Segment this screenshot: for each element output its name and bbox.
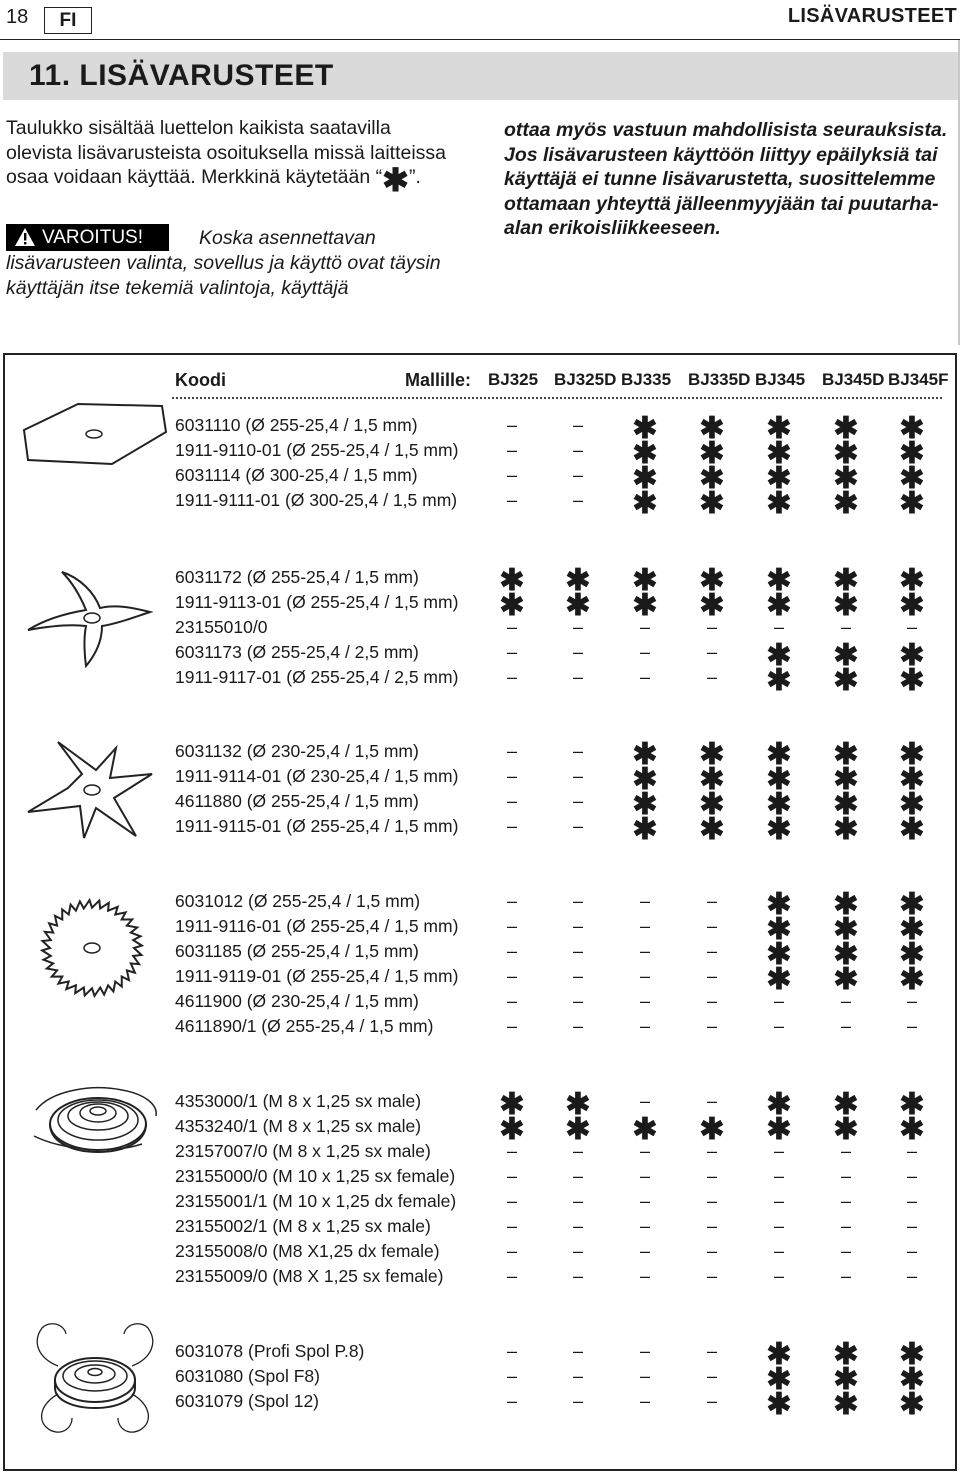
model-header-bj335: BJ335 xyxy=(621,370,672,389)
not-compatible-mark: – xyxy=(639,1341,650,1361)
compatible-mark: ✱ xyxy=(766,462,792,495)
compatible-mark: ✱ xyxy=(632,564,658,597)
warning-badge xyxy=(6,224,169,251)
compatible-mark: ✱ xyxy=(766,1388,792,1421)
warning-triangle-icon xyxy=(14,227,36,247)
part-code: 6031078 (Profi Spol P.8) xyxy=(175,1341,365,1361)
not-compatible-mark: – xyxy=(572,916,583,936)
not-compatible-mark: – xyxy=(773,1166,784,1186)
not-compatible-mark: – xyxy=(506,741,517,761)
not-compatible-mark: – xyxy=(506,791,517,811)
part-code: 23155010/0 xyxy=(175,617,268,637)
not-compatible-mark: – xyxy=(773,1216,784,1236)
compatible-mark: ✱ xyxy=(766,1338,792,1371)
not-compatible-mark: – xyxy=(706,1216,717,1236)
compatible-mark: ✱ xyxy=(899,412,925,445)
not-compatible-mark: – xyxy=(506,1366,517,1386)
not-compatible-mark: – xyxy=(906,1216,917,1236)
compatible-mark: ✱ xyxy=(899,1338,925,1371)
compatible-mark: ✱ xyxy=(833,664,859,697)
not-compatible-mark: – xyxy=(706,1191,717,1211)
not-compatible-mark: – xyxy=(706,1091,717,1111)
not-compatible-mark: – xyxy=(506,1216,517,1236)
not-compatible-mark: – xyxy=(572,1166,583,1186)
part-code: 1911-9114-01 (Ø 230-25,4 / 1,5 mm) xyxy=(175,766,459,786)
compatible-mark: ✱ xyxy=(766,788,792,821)
not-compatible-mark: – xyxy=(506,941,517,961)
not-compatible-mark: – xyxy=(706,991,717,1011)
not-compatible-mark: – xyxy=(906,1166,917,1186)
model-header-bj325: BJ325 xyxy=(488,370,539,389)
not-compatible-mark: – xyxy=(840,1191,851,1211)
compatible-mark: ✱ xyxy=(699,589,725,622)
not-compatible-mark: – xyxy=(706,941,717,961)
not-compatible-mark: – xyxy=(506,991,517,1011)
compatible-mark: ✱ xyxy=(833,412,859,445)
compatible-mark: ✱ xyxy=(899,639,925,672)
not-compatible-mark: – xyxy=(639,1216,650,1236)
not-compatible-mark: – xyxy=(572,1366,583,1386)
saw-blade-icon xyxy=(22,896,160,1000)
compatible-mark: ✱ xyxy=(899,564,925,597)
compatible-mark: ✱ xyxy=(632,813,658,846)
warning-badge-label: VAROITUS! xyxy=(42,227,143,248)
part-code: 6031114 (Ø 300-25,4 / 1,5 mm) xyxy=(175,465,418,485)
not-compatible-mark: – xyxy=(639,941,650,961)
section-title: 11. LISÄVARUSTEET xyxy=(3,52,958,100)
not-compatible-mark: – xyxy=(639,916,650,936)
part-code: 1911-9116-01 (Ø 255-25,4 / 1,5 mm) xyxy=(175,916,459,936)
compatible-mark: ✱ xyxy=(565,1113,591,1146)
part-code: 6031079 (Spol 12) xyxy=(175,1391,319,1411)
compatible-mark: ✱ xyxy=(632,462,658,495)
compatible-mark: ✱ xyxy=(899,589,925,622)
compatible-mark: ✱ xyxy=(833,788,859,821)
not-compatible-mark: – xyxy=(506,440,517,460)
not-compatible-mark: – xyxy=(906,991,917,1011)
not-compatible-mark: – xyxy=(706,1241,717,1261)
part-code: 23155000/0 (M 10 x 1,25 sx female) xyxy=(175,1166,456,1186)
part-code: 6031110 (Ø 255-25,4 / 1,5 mm) xyxy=(175,415,418,435)
compatible-mark: ✱ xyxy=(565,564,591,597)
compatible-mark: ✱ xyxy=(699,487,725,520)
compatible-mark: ✱ xyxy=(899,487,925,520)
compatible-mark: ✱ xyxy=(899,1363,925,1396)
compatible-mark: ✱ xyxy=(899,738,925,771)
compatible-mark: ✱ xyxy=(565,589,591,622)
not-compatible-mark: – xyxy=(506,1341,517,1361)
intro-text: Taulukko sisältää luettelon kaikista saatavilla olevista lisävarusteista osoituksella missä laitteissa osaa voidaan käyttää. Merkkinä käytetään “ xyxy=(6,117,447,188)
part-code: 6031185 (Ø 255-25,4 / 1,5 mm) xyxy=(175,941,419,961)
part-code: 6031172 (Ø 255-25,4 / 1,5 mm) xyxy=(175,567,419,587)
not-compatible-mark: – xyxy=(572,941,583,961)
page-header xyxy=(0,0,960,40)
not-compatible-mark: – xyxy=(572,1241,583,1261)
not-compatible-mark: – xyxy=(906,1241,917,1261)
model-header-bj345d: BJ345D xyxy=(822,370,885,389)
not-compatible-mark: – xyxy=(706,1016,717,1036)
compatible-mark: ✱ xyxy=(699,763,725,796)
intro-text-end: ”. xyxy=(408,166,421,188)
not-compatible-mark: – xyxy=(506,1266,517,1286)
not-compatible-mark: – xyxy=(706,667,717,687)
not-compatible-mark: – xyxy=(639,891,650,911)
not-compatible-mark: – xyxy=(840,1216,851,1236)
part-code: 6031173 (Ø 255-25,4 / 2,5 mm) xyxy=(175,642,419,662)
not-compatible-mark: – xyxy=(506,667,517,687)
compatible-mark: ✱ xyxy=(766,963,792,996)
compatible-mark: ✱ xyxy=(766,487,792,520)
warning-continued: ottaa myös vastuun mahdollisista seurauksista. Jos lisävarusteen käyttöön liittyy epäilyksiä tai käyttäjä ei tunne lisävarustetta, suosittelemme ottamaan yhteyttä jälleenmyyjään tai puutarha-alan erikoisliikkeeseen. xyxy=(504,119,948,239)
header-dotted-rule xyxy=(172,397,942,399)
part-code: 23155009/0 (M8 X 1,25 sx female) xyxy=(175,1266,444,1286)
compatible-mark: ✱ xyxy=(699,813,725,846)
not-compatible-mark: – xyxy=(506,415,517,435)
not-compatible-mark: – xyxy=(506,891,517,911)
not-compatible-mark: – xyxy=(639,991,650,1011)
part-code: 1911-9111-01 (Ø 300-25,4 / 1,5 mm) xyxy=(175,490,458,510)
part-code: 1911-9110-01 (Ø 255-25,4 / 1,5 mm) xyxy=(175,440,459,460)
not-compatible-mark: – xyxy=(506,916,517,936)
not-compatible-mark: – xyxy=(639,1241,650,1261)
not-compatible-mark: – xyxy=(506,1141,517,1161)
compatible-mark: ✱ xyxy=(766,1363,792,1396)
four-tooth-blade-icon xyxy=(24,738,156,846)
not-compatible-mark: – xyxy=(773,1191,784,1211)
compatible-mark: ✱ xyxy=(833,1338,859,1371)
model-header-bj345f: BJ345F xyxy=(888,370,949,389)
part-code: 6031012 (Ø 255-25,4 / 1,5 mm) xyxy=(175,891,421,911)
compatible-mark: ✱ xyxy=(833,487,859,520)
compatible-mark: ✱ xyxy=(699,788,725,821)
not-compatible-mark: – xyxy=(572,642,583,662)
compatible-mark: ✱ xyxy=(632,437,658,470)
compatible-mark: ✱ xyxy=(833,1388,859,1421)
not-compatible-mark: – xyxy=(506,1241,517,1261)
not-compatible-mark: – xyxy=(906,617,917,637)
compatible-mark: ✱ xyxy=(766,763,792,796)
not-compatible-mark: – xyxy=(840,1141,851,1161)
not-compatible-mark: – xyxy=(639,642,650,662)
compatible-mark: ✱ xyxy=(632,589,658,622)
model-header-bj325d: BJ325D xyxy=(554,370,617,389)
not-compatible-mark: – xyxy=(840,1241,851,1261)
compatible-mark: ✱ xyxy=(899,1388,925,1421)
model-header-bj345: BJ345 xyxy=(755,370,806,389)
not-compatible-mark: – xyxy=(572,415,583,435)
compatible-mark: ✱ xyxy=(766,813,792,846)
code-header: Koodi xyxy=(175,370,226,390)
compatible-mark: ✱ xyxy=(766,589,792,622)
table-row xyxy=(0,487,960,520)
compatible-mark: ✱ xyxy=(699,462,725,495)
table-row xyxy=(0,1014,960,1039)
compatible-mark: ✱ xyxy=(632,788,658,821)
not-compatible-mark: – xyxy=(706,966,717,986)
part-code: 23155001/1 (M 10 x 1,25 dx female) xyxy=(175,1191,457,1211)
not-compatible-mark: – xyxy=(706,1166,717,1186)
compatible-mark: ✱ xyxy=(899,938,925,971)
model-header-bj335d: BJ335D xyxy=(688,370,751,389)
language-label: FI xyxy=(44,7,92,34)
compatible-mark: ✱ xyxy=(699,738,725,771)
not-compatible-mark: – xyxy=(706,1141,717,1161)
compatible-mark: ✱ xyxy=(833,564,859,597)
not-compatible-mark: – xyxy=(572,1266,583,1286)
compatible-mark: ✱ xyxy=(632,1113,658,1146)
part-code: 6031132 (Ø 230-25,4 / 1,5 mm) xyxy=(175,741,419,761)
table-row xyxy=(0,1189,960,1214)
not-compatible-mark: – xyxy=(572,617,583,637)
three-tooth-blade-icon xyxy=(24,568,154,668)
not-compatible-mark: – xyxy=(906,1141,917,1161)
not-compatible-mark: – xyxy=(572,1191,583,1211)
compatible-mark: ✱ xyxy=(833,913,859,946)
not-compatible-mark: – xyxy=(706,1341,717,1361)
running-head: LISÄVARUSTEET xyxy=(787,5,957,27)
not-compatible-mark: – xyxy=(572,891,583,911)
compatible-mark: ✱ xyxy=(766,1088,792,1121)
not-compatible-mark: – xyxy=(506,816,517,836)
table-row xyxy=(0,1214,960,1239)
not-compatible-mark: – xyxy=(773,1141,784,1161)
not-compatible-mark: – xyxy=(506,642,517,662)
not-compatible-mark: – xyxy=(706,642,717,662)
not-compatible-mark: – xyxy=(572,816,583,836)
compatible-mark: ✱ xyxy=(499,564,525,597)
not-compatible-mark: – xyxy=(840,1266,851,1286)
part-code: 1911-9115-01 (Ø 255-25,4 / 1,5 mm) xyxy=(175,816,459,836)
compatible-mark: ✱ xyxy=(766,564,792,597)
not-compatible-mark: – xyxy=(572,1391,583,1411)
not-compatible-mark: – xyxy=(572,791,583,811)
compatible-mark: ✱ xyxy=(699,564,725,597)
not-compatible-mark: – xyxy=(572,741,583,761)
not-compatible-mark: – xyxy=(572,1341,583,1361)
table-row xyxy=(0,1239,960,1264)
not-compatible-mark: – xyxy=(706,1266,717,1286)
compatible-mark: ✱ xyxy=(632,763,658,796)
not-compatible-mark: – xyxy=(706,1366,717,1386)
header-rule xyxy=(0,39,960,40)
not-compatible-mark: – xyxy=(639,617,650,637)
not-compatible-mark: – xyxy=(639,667,650,687)
compatible-mark: ✱ xyxy=(699,1113,725,1146)
compatible-mark: ✱ xyxy=(499,1113,525,1146)
compatible-mark: ✱ xyxy=(766,639,792,672)
compatible-mark: ✱ xyxy=(766,738,792,771)
part-code: 4611880 (Ø 255-25,4 / 1,5 mm) xyxy=(175,791,419,811)
not-compatible-mark: – xyxy=(572,1216,583,1236)
not-compatible-mark: – xyxy=(572,490,583,510)
not-compatible-mark: – xyxy=(639,1266,650,1286)
two-tooth-blade-icon xyxy=(22,402,170,468)
part-code: 23155002/1 (M 8 x 1,25 sx male) xyxy=(175,1216,431,1236)
not-compatible-mark: – xyxy=(706,891,717,911)
part-code: 1911-9119-01 (Ø 255-25,4 / 1,5 mm) xyxy=(175,966,459,986)
part-code: 1911-9117-01 (Ø 255-25,4 / 2,5 mm) xyxy=(175,667,459,687)
not-compatible-mark: – xyxy=(506,1191,517,1211)
table-row xyxy=(0,1264,960,1289)
not-compatible-mark: – xyxy=(840,1166,851,1186)
compatible-mark: ✱ xyxy=(899,1113,925,1146)
not-compatible-mark: – xyxy=(840,1016,851,1036)
compatible-mark: ✱ xyxy=(699,437,725,470)
compatible-mark: ✱ xyxy=(699,412,725,445)
not-compatible-mark: – xyxy=(639,1091,650,1111)
not-compatible-mark: – xyxy=(773,1241,784,1261)
compatible-mark: ✱ xyxy=(899,888,925,921)
not-compatible-mark: – xyxy=(506,617,517,637)
not-compatible-mark: – xyxy=(639,966,650,986)
compatible-mark: ✱ xyxy=(833,738,859,771)
not-compatible-mark: – xyxy=(773,617,784,637)
warning-paragraph xyxy=(6,224,458,301)
not-compatible-mark: – xyxy=(906,1016,917,1036)
not-compatible-mark: – xyxy=(906,1191,917,1211)
part-code: 4353240/1 (M 8 x 1,25 sx male) xyxy=(175,1116,422,1136)
part-code: 6031080 (Spol F8) xyxy=(175,1366,320,1386)
not-compatible-mark: – xyxy=(639,1016,650,1036)
not-compatible-mark: – xyxy=(506,966,517,986)
not-compatible-mark: – xyxy=(572,465,583,485)
not-compatible-mark: – xyxy=(706,1391,717,1411)
compatible-mark: ✱ xyxy=(833,1113,859,1146)
compatible-mark: ✱ xyxy=(899,462,925,495)
not-compatible-mark: – xyxy=(506,490,517,510)
not-compatible-mark: – xyxy=(639,1141,650,1161)
part-code: 4353000/1 (M 8 x 1,25 sx male) xyxy=(175,1091,422,1111)
trimmer-head-icon xyxy=(32,1080,162,1170)
compatible-mark: ✱ xyxy=(766,664,792,697)
not-compatible-mark: – xyxy=(639,1366,650,1386)
not-compatible-mark: – xyxy=(572,440,583,460)
compatible-mark: ✱ xyxy=(766,412,792,445)
compatible-mark: ✱ xyxy=(833,763,859,796)
compatible-mark: ✱ xyxy=(833,888,859,921)
part-code: 23157007/0 (M 8 x 1,25 sx male) xyxy=(175,1141,431,1161)
compatible-mark: ✱ xyxy=(766,913,792,946)
compatible-mark: ✱ xyxy=(565,1088,591,1121)
not-compatible-mark: – xyxy=(506,1016,517,1036)
not-compatible-mark: – xyxy=(773,991,784,1011)
part-code: 1911-9113-01 (Ø 255-25,4 / 1,5 mm) xyxy=(175,592,459,612)
not-compatible-mark: – xyxy=(572,966,583,986)
compatible-mark: ✱ xyxy=(899,913,925,946)
not-compatible-mark: – xyxy=(639,1191,650,1211)
not-compatible-mark: – xyxy=(773,1016,784,1036)
compatible-mark: ✱ xyxy=(632,738,658,771)
compatible-mark: ✱ xyxy=(899,664,925,697)
not-compatible-mark: – xyxy=(706,916,717,936)
table-row xyxy=(0,664,960,697)
warning-text: Koska asennettavan lisävarusteen valinta, sovellus ja käyttö ovat täysin käyttäjän itse tekemiä valintoja, käyttäjä xyxy=(6,227,441,299)
intro-paragraph xyxy=(6,116,456,198)
compatible-mark: ✱ xyxy=(833,813,859,846)
part-code: 4611890/1 (Ø 255-25,4 / 1,5 mm) xyxy=(175,1016,434,1036)
not-compatible-mark: – xyxy=(572,766,583,786)
compatible-mark: ✱ xyxy=(766,938,792,971)
compatible-mark: ✱ xyxy=(833,639,859,672)
compatible-mark: ✱ xyxy=(766,888,792,921)
not-compatible-mark: – xyxy=(906,1266,917,1286)
compatible-mark: ✱ xyxy=(899,813,925,846)
compatible-mark: ✱ xyxy=(833,462,859,495)
not-compatible-mark: – xyxy=(572,991,583,1011)
not-compatible-mark: – xyxy=(572,667,583,687)
star-mark: ✱ xyxy=(382,162,409,198)
line-spool-icon xyxy=(28,1318,164,1436)
not-compatible-mark: – xyxy=(639,1391,650,1411)
not-compatible-mark: – xyxy=(840,991,851,1011)
not-compatible-mark: – xyxy=(506,1166,517,1186)
not-compatible-mark: – xyxy=(639,1166,650,1186)
compatible-mark: ✱ xyxy=(833,963,859,996)
compatible-mark: ✱ xyxy=(499,589,525,622)
compatible-mark: ✱ xyxy=(833,1363,859,1396)
compatible-mark: ✱ xyxy=(899,763,925,796)
not-compatible-mark: – xyxy=(572,1141,583,1161)
compatible-mark: ✱ xyxy=(833,1088,859,1121)
compatible-mark: ✱ xyxy=(632,487,658,520)
compatible-mark: ✱ xyxy=(833,938,859,971)
compatible-mark: ✱ xyxy=(499,1088,525,1121)
not-compatible-mark: – xyxy=(506,465,517,485)
not-compatible-mark: – xyxy=(840,617,851,637)
page-number: 18 xyxy=(6,6,29,28)
not-compatible-mark: – xyxy=(572,1016,583,1036)
compatible-mark: ✱ xyxy=(766,437,792,470)
models-label: Mallille: xyxy=(405,370,472,390)
compatible-mark: ✱ xyxy=(766,1113,792,1146)
not-compatible-mark: – xyxy=(506,766,517,786)
compatible-mark: ✱ xyxy=(899,437,925,470)
not-compatible-mark: – xyxy=(506,1391,517,1411)
not-compatible-mark: – xyxy=(706,617,717,637)
compatible-mark: ✱ xyxy=(899,963,925,996)
not-compatible-mark: – xyxy=(773,1266,784,1286)
compatible-mark: ✱ xyxy=(899,788,925,821)
part-code: 4611900 (Ø 230-25,4 / 1,5 mm) xyxy=(175,991,419,1011)
compatible-mark: ✱ xyxy=(833,437,859,470)
part-code: 23155008/0 (M8 X1,25 dx female) xyxy=(175,1241,440,1261)
compatible-mark: ✱ xyxy=(833,589,859,622)
compatible-mark: ✱ xyxy=(899,1088,925,1121)
compatible-mark: ✱ xyxy=(632,412,658,445)
